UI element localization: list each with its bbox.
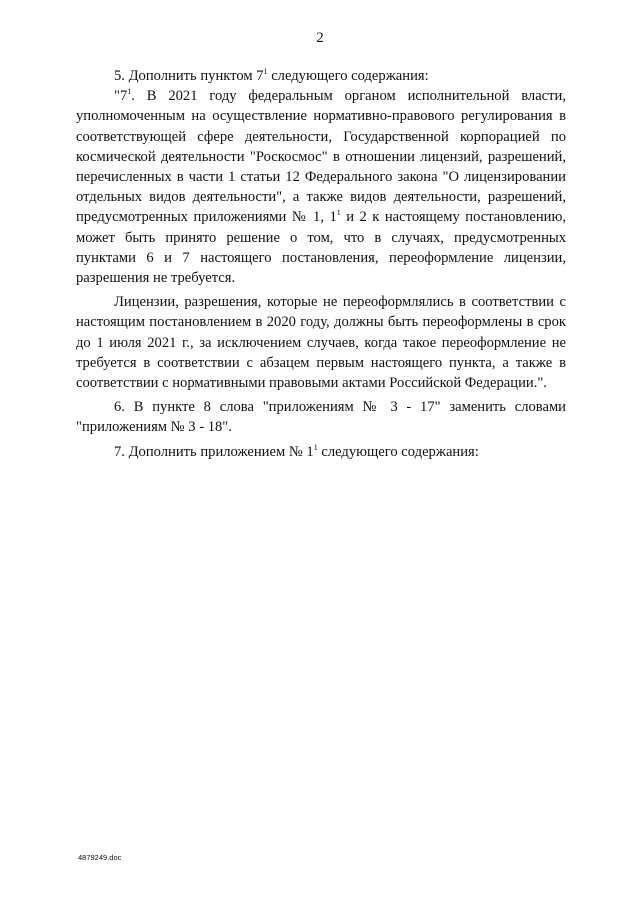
paragraph-item-7: 7. Дополнить приложением № $1^1$ следующего содержания: — [114, 442, 479, 460]
paragraph-item-5: 5. Дополнить пунктом $7^1$ следующего содержания: — [114, 67, 429, 84]
superscript: 1 — [263, 67, 268, 76]
document-body — [76, 66, 566, 462]
paragraph-item-7-1: "$7^1$. В 2021 году федеральным органом исполнительной власти, уполномоченным на осуществление нормативно-правового регулирования в соответствующей сфере деятельности, Государственной корпорацией по космической деятельности "Роскосмос" в отношении лицензий, разрешений, перечисленных в части 1 статьи 12 Федерального закона "О лицензировании отдельных видов деятельности", а также видов деятельности, разрешений, предусмотренных приложениями № 1, $1^1$ и 2 к настоящему постановлению, может быть принято решение о том, что в случаях, предусмотренных пунктами 6 и 7 настоящего постановления, переоформление лицензии, разрешения не требуется. — [76, 87, 566, 287]
superscript: 1 — [313, 442, 318, 452]
superscript: 1 — [127, 87, 132, 97]
page-number: 2 — [316, 30, 324, 46]
paragraph-licenses: Лицензии, разрешения, которые не переоформлялись в соответствии с настоящим постановлением в 2020 году, должны быть переоформлены в срок до 1 июля 2021 г., за исключением случаев, когда такое переоформление не требуется в соответствии с абзацем первым настоящего пункта, а также в соответствии с нормативными правовыми актами Российской Федерации.". — [76, 294, 566, 392]
document-file-code: 4879249.doc — [78, 853, 122, 862]
superscript: 1 — [336, 208, 341, 218]
paragraph-item-6: 6. В пункте 8 слова "приложениям № 3 - 17" заменить словами "приложениям № 3 - 18". — [76, 399, 566, 436]
